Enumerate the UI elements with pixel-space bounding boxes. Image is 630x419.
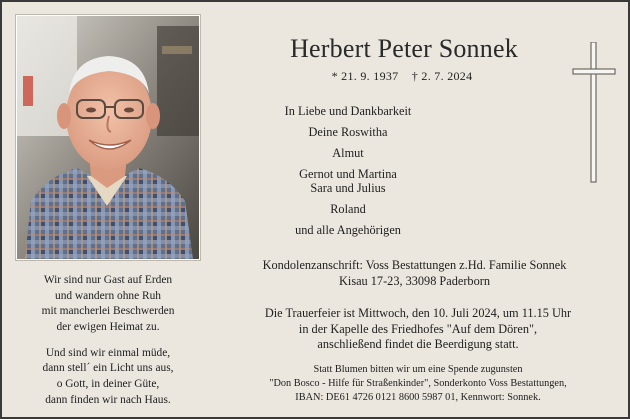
condolence-address <box>217 258 612 289</box>
death-date: † 2. 7. 2024 <box>411 69 473 83</box>
portrait-photo <box>16 15 200 260</box>
poem-line: Wir sind nur Gast auf Erden <box>43 274 173 286</box>
poem-line: dann stell´ ein Licht uns aus, <box>42 362 174 375</box>
poem <box>10 273 206 419</box>
mourner-line: Almut <box>332 146 364 160</box>
mourner-line: Roland <box>330 202 366 216</box>
birth-date: * 21. 9. 1937 <box>331 69 399 83</box>
ceremony-line: anschließend findet die Beerdigung statt. <box>317 337 519 352</box>
deceased-name: Herbert Peter Sonnek <box>290 34 518 63</box>
poem-stanza-1 <box>10 273 206 335</box>
address-line: Kisau 17-23, 33098 Paderborn <box>339 273 490 288</box>
donation-line: IBAN: DE61 4726 0121 8600 5987 01, Kennwort: Sonnek. <box>295 392 541 404</box>
funeral-ceremony-info <box>208 306 628 353</box>
poem-stanza-2 <box>10 346 206 408</box>
ceremony-line: in der Kapelle des Friedhofes "Auf dem Dören", <box>298 321 538 336</box>
poem-line: o Gott, in deiner Güte, <box>56 378 160 391</box>
mourners-intro: In Liebe und Dankbarkeit <box>284 104 412 118</box>
poem-line: dann finden wir nach Haus. <box>45 393 171 406</box>
mourner-line: Deine Roswitha <box>308 125 388 139</box>
ceremony-line: Die Trauerfeier ist Mittwoch, den 10. Juli 2024, um 11.15 Uhr <box>264 306 572 320</box>
donation-request <box>208 363 628 406</box>
mourner-line: Gernot und Martina <box>299 167 397 181</box>
poem-line: mit mancherlei Beschwerden <box>41 305 175 318</box>
poem-line: und wandern ohne Ruh <box>55 289 161 302</box>
donation-line: "Don Bosco - Hilfe für Straßenkinder", Sonderkonto Voss Bestattungen, <box>269 378 567 390</box>
life-dates <box>222 69 582 84</box>
address-line: Kondolenzanschrift: Voss Bestattungen z.Hd. Familie Sonnek <box>262 258 567 272</box>
donation-line: Statt Blumen bitten wir um eine Spende zugunsten <box>313 364 523 375</box>
mourners-list <box>228 104 468 244</box>
mourner-line: Sara und Julius <box>310 181 386 195</box>
poem-line: der ewigen Heimat zu. <box>56 320 160 333</box>
mourner-line: und alle Angehörigen <box>295 223 401 237</box>
cross-icon <box>572 42 618 189</box>
poem-line: Und sind wir einmal müde, <box>45 346 171 359</box>
